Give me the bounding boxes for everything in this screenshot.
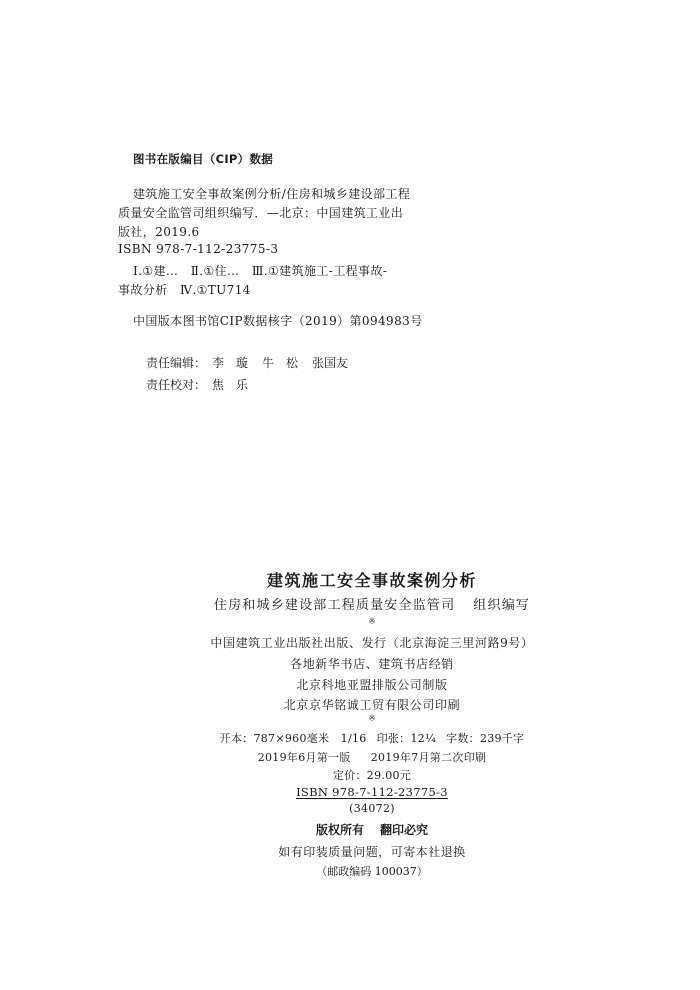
- rights-reserved: 版权所有: [315, 823, 364, 837]
- editor-name: 牛 松: [262, 356, 299, 370]
- typesetter-line: 北京科地亚盟排版公司制版: [296, 678, 448, 692]
- editor-name: 张国友: [312, 356, 349, 370]
- cip-heading: 图书在版编目（CIP）数据: [133, 152, 274, 166]
- compiler-role: 组织编写: [473, 598, 531, 613]
- separator-mark: ※: [368, 714, 376, 724]
- editor-label: 责任编辑：: [146, 356, 207, 370]
- cip-entry-line-1: 建筑施工安全事故案例分析/住房和城乡建设部工程: [133, 187, 411, 201]
- separator-mark: ※: [368, 617, 376, 627]
- word-count: 字数：239千字: [446, 732, 525, 745]
- compiler-line: [214, 594, 530, 613]
- return-note: 如有印装质量问题，可寄本社退换: [278, 845, 466, 859]
- book-title: 建筑施工安全事故案例分析: [266, 571, 478, 590]
- proofreader-row: [146, 376, 262, 393]
- format-line: [220, 730, 525, 746]
- postal-code: （邮政编码 100037）: [316, 865, 428, 878]
- print-sheets: 印张：12¼: [376, 732, 437, 745]
- cip-entry-line-2: 质量安全监管司组织编写．—北京：中国建筑工业出: [118, 206, 404, 220]
- proofreader-label: 责任校对：: [146, 378, 207, 392]
- book-code: (34072): [349, 802, 395, 815]
- copyright-line: [316, 821, 428, 838]
- edition-line: [258, 749, 487, 765]
- compiler-name: 住房和城乡建设部工程质量安全监管司: [213, 598, 456, 613]
- proofreader-name: 焦 乐: [212, 378, 249, 392]
- distributor-line: 各地新华书店、建筑书店经销: [290, 657, 454, 671]
- colophon-isbn: ISBN 978-7-112-23775-3: [296, 785, 448, 799]
- cip-isbn: ISBN 978-7-112-23775-3: [118, 242, 279, 256]
- edition: 2019年6月第一版: [257, 751, 351, 764]
- no-reproduction: 翻印必究: [380, 823, 429, 837]
- publisher-line: 中国建筑工业出版社出版、发行（北京海淀三里河路9号）: [210, 636, 534, 650]
- cip-subject-line-1: Ⅰ.①建… Ⅱ.①住… Ⅲ.①建筑施工-工程事故-: [133, 264, 388, 278]
- cip-entry-line-3: 版社，2019.6: [118, 225, 200, 239]
- cip-subject-line-2: 事故分析 Ⅳ.①TU714: [118, 283, 251, 297]
- price: 定价：29.00元: [332, 769, 412, 782]
- printing: 2019年7月第二次印刷: [370, 751, 487, 764]
- editor-name: 李 璇: [212, 356, 249, 370]
- printer-line: 北京京华铭诚工贸有限公司印刷: [283, 698, 461, 712]
- format-size: 开本：787×960毫米 1/16: [219, 732, 367, 745]
- cip-record-number: 中国版本图书馆CIP数据核字（2019）第094983号: [133, 314, 423, 328]
- editor-row: [146, 354, 362, 371]
